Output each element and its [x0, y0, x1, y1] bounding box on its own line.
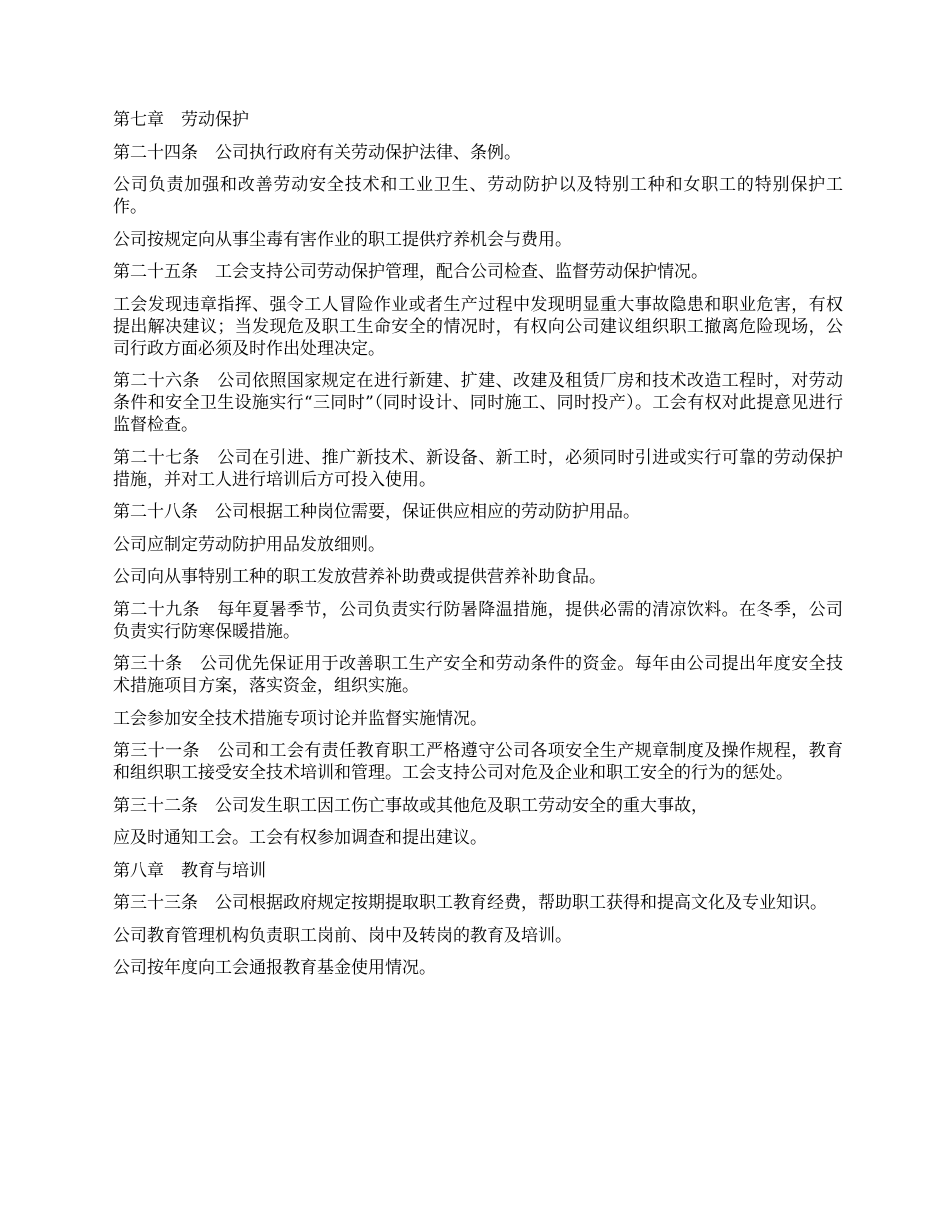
article-29: 第二十九条 每年夏暑季节，公司负责实行防暑降温措施，提供必需的清凉饮料。在冬季，公司负责实行防寒保暖措施。 [113, 599, 843, 642]
chapter-heading-8: 第八章 教育与培训 [113, 860, 266, 881]
article-25: 第二十五条 工会支持公司劳动保护管理，配合公司检查、监督劳动保护情况。 [113, 262, 708, 282]
paragraph: 公司教育管理机构负责职工岗前、岗中及转岗的教育及培训。 [113, 925, 572, 946]
article-24: 第二十四条 公司执行政府有关劳动保护法律、条例。 [113, 142, 521, 163]
article-27: 第二十七条 公司在引进、推广新技术、新设备、新工时，必须同时引进或实行可靠的劳动保护措施，并对工人进行培训后方可投入使用。 [113, 447, 843, 490]
article-30: 第三十条 公司优先保证用于改善职工生产安全和劳动条件的资金。每年由公司提出年度安全技术措施项目方案，落实资金，组织实施。 [113, 654, 843, 696]
article-33: 第三十三条 公司根据政府规定按期提取职工教育经费，帮助职工获得和提高文化及专业知识。 [113, 893, 827, 913]
paragraph: 公司应制定劳动防护用品发放细则。 [113, 534, 385, 555]
paragraph: 公司按年度向工会通报教育基金使用情况。 [113, 958, 436, 978]
article-26: 第二十六条 公司依照国家规定在进行新建、扩建、改建及租赁厂房和技术改造工程时，对劳动条件和安全卫生设施实行“三同时”（同时设计、同时施工、同时投产）。工会有权对此提意见进行监督检查。 [113, 371, 843, 435]
article-31: 第三十一条 公司和工会有责任教育职工严格遵守公司各项安全生产规章制度及操作规程，教育和组织职工接受安全技术培训和管理。工会支持公司对危及企业和职工安全的行为的惩处。 [113, 741, 843, 783]
paragraph: 公司负责加强和改善劳动安全技术和工业卫生、劳动防护以及特别工种和女职工的特别保护工作。 [113, 175, 843, 217]
chapter-heading-7: 第七章 劳动保护 [113, 110, 249, 130]
paragraph: 应及时通知工会。工会有权参加调查和提出建议。 [113, 828, 487, 848]
paragraph: 公司向从事特别工种的职工发放营养补助费或提供营养补助食品。 [113, 567, 606, 587]
article-28: 第二十八条 公司根据工种岗位需要，保证供应相应的劳动防护用品。 [113, 502, 640, 522]
paragraph: 工会发现违章指挥、强令工人冒险作业或者生产过程中发现明显重大事故隐患和职业危害，有权提出解决建议；当发现危及职工生命安全的情况时，有权向公司建议组织职工撤离危险现场，公司行政方面必须及时作出处理决定。 [113, 294, 843, 359]
article-32: 第三十二条 公司发生职工因工伤亡事故或其他危及职工劳动安全的重大事故， [113, 795, 708, 816]
paragraph: 工会参加安全技术措施专项讨论并监督实施情况。 [113, 708, 487, 729]
paragraph: 公司按规定向从事尘毒有害作业的职工提供疗养机会与费用。 [113, 229, 572, 250]
document-body [113, 109, 843, 990]
